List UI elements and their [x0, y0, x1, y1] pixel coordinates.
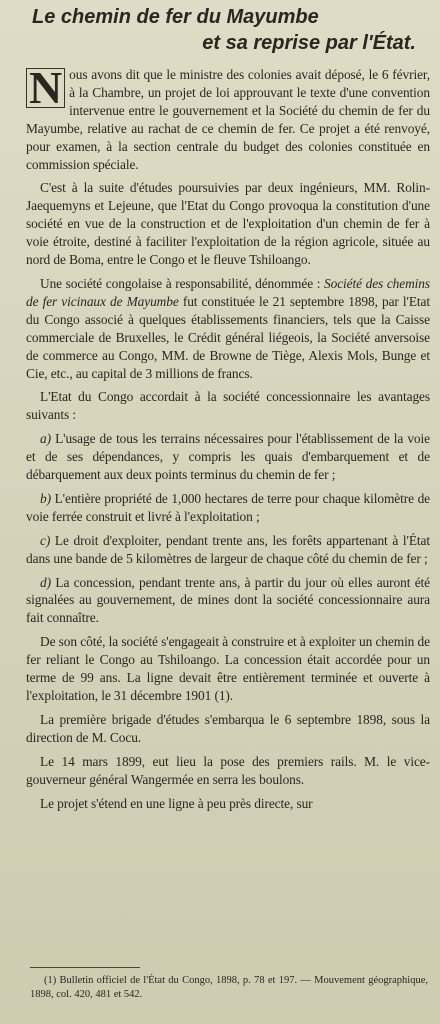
list-item-d-label: d) [40, 574, 51, 590]
list-item-d [26, 574, 430, 628]
paragraph-7: Le 14 mars 1899, eut lieu la pose des premiers rails. M. le vice-gouverneur général Wangermée en serra les boulons. [26, 753, 430, 787]
list-item-c [26, 532, 430, 568]
paragraph-5: De son côté, la société s'engageait à construire et à exploiter un chemin de fer reliant le Congo au Tshiloango. La concession était accordée pour un terme de 99 ans. La ligne devait être entièrement terminée et ouverte à l'exploitation, le 31 décembre 1901 (1). [26, 634, 430, 703]
paragraph-8: Le projet s'étend en une ligne à peu près directe, sur [40, 795, 313, 811]
list-item-b-label: b) [40, 490, 51, 506]
paragraph-6: La première brigade d'études s'embarqua le 6 septembre 1898, sous la direction de M. Cocu. [26, 711, 430, 745]
list-item-b [26, 490, 430, 526]
list-item-c-label: c) [40, 532, 51, 548]
paragraph-4: L'Etat du Congo accordait à la société concessionnaire les avantages suivants : [26, 389, 430, 423]
title-line-1: Le chemin de fer du Mayumbe [32, 6, 319, 28]
list-item-d-text: La concession, pendant trente ans, à partir du jour où elles auront été signalées au gouvernement, de mines dont la société concessionnaire aura fait connaître. [26, 574, 431, 626]
title-line-2: et sa reprise par l'État. [202, 32, 416, 54]
paragraph-1 [26, 62, 430, 173]
article-title [26, 4, 430, 56]
list-item-a-label: a) [40, 431, 51, 447]
footnote-divider [30, 967, 140, 968]
drop-cap: N [26, 68, 65, 108]
paragraph-3-start: Une société congolaise à responsabilité, dénommée : [40, 275, 321, 291]
list-item-c-text: Le droit d'exploiter, pendant trente ans, les forêts appartenant à l'État dans une bande de 5 kilomètres de largeur de chaque côté du chemin de fer ; [26, 532, 430, 566]
paragraph-3 [26, 275, 430, 382]
list-item-a-text: L'usage de tous les terrains nécessaires pour l'établissement de la voie et de ses dépendances, y compris les quais d'embarquement et de débarquement aux deux points terminus du chemin de fer ; [26, 431, 430, 483]
list-item-a [26, 430, 430, 484]
article-body [26, 62, 431, 812]
paragraph-3-rest: fut constituée le 21 septembre 1898, par l'Etat du Congo associé à quelques établissements financiers, tels que la Caisse commerciale de Bruxelles, le Crédit général liégeois, la Société anversoise de commerce au Congo, MM. de Browne de Tiège, Alexis Mols, Bunge et Cie, etc., au capital de 3 millions de francs. [26, 293, 431, 381]
list-item-b-text: L'entière propriété de 1,000 hectares de terre pour chaque kilomètre de voie ferrée construit et livré à l'exploitation ; [26, 490, 431, 524]
footnotes [30, 967, 428, 1002]
footnote-1: (1) Bulletin officiel de l'État du Congo, 1898, p. 78 et 197. — Mouvement géographique, 1898, col. 420, 481 et 542. [30, 975, 428, 1000]
paragraph-1-text: ous avons dit que le ministre des colonies avait déposé, le 6 février, à la Chambre, un projet de loi approuvant le texte d'une convention intervenue entre le gouvernement et la Société du chemin de fer du Mayumbe, relative au rachat de ce chemin de fer. Ce projet a été renvoyé, pour examen, à la section centrale du budget des colonies constituée en commission spéciale. [26, 67, 430, 172]
company-name: Société des chemins de fer vicinaux de Mayumbe [26, 275, 431, 309]
paragraph-2: C'est à la suite d'études poursuivies par deux ingénieurs, MM. Rolin-Jaequemyns et Lejeune, que l'Etat du Congo provoqua la constitution d'une société en vue de la construction et de l'exploitation d'un chemin de fer à voie étroite, destiné à faciliter l'exploitation de la région agricole, située au nord de Boma, entre le Congo et le fleuve Tshiloango. [26, 180, 430, 268]
